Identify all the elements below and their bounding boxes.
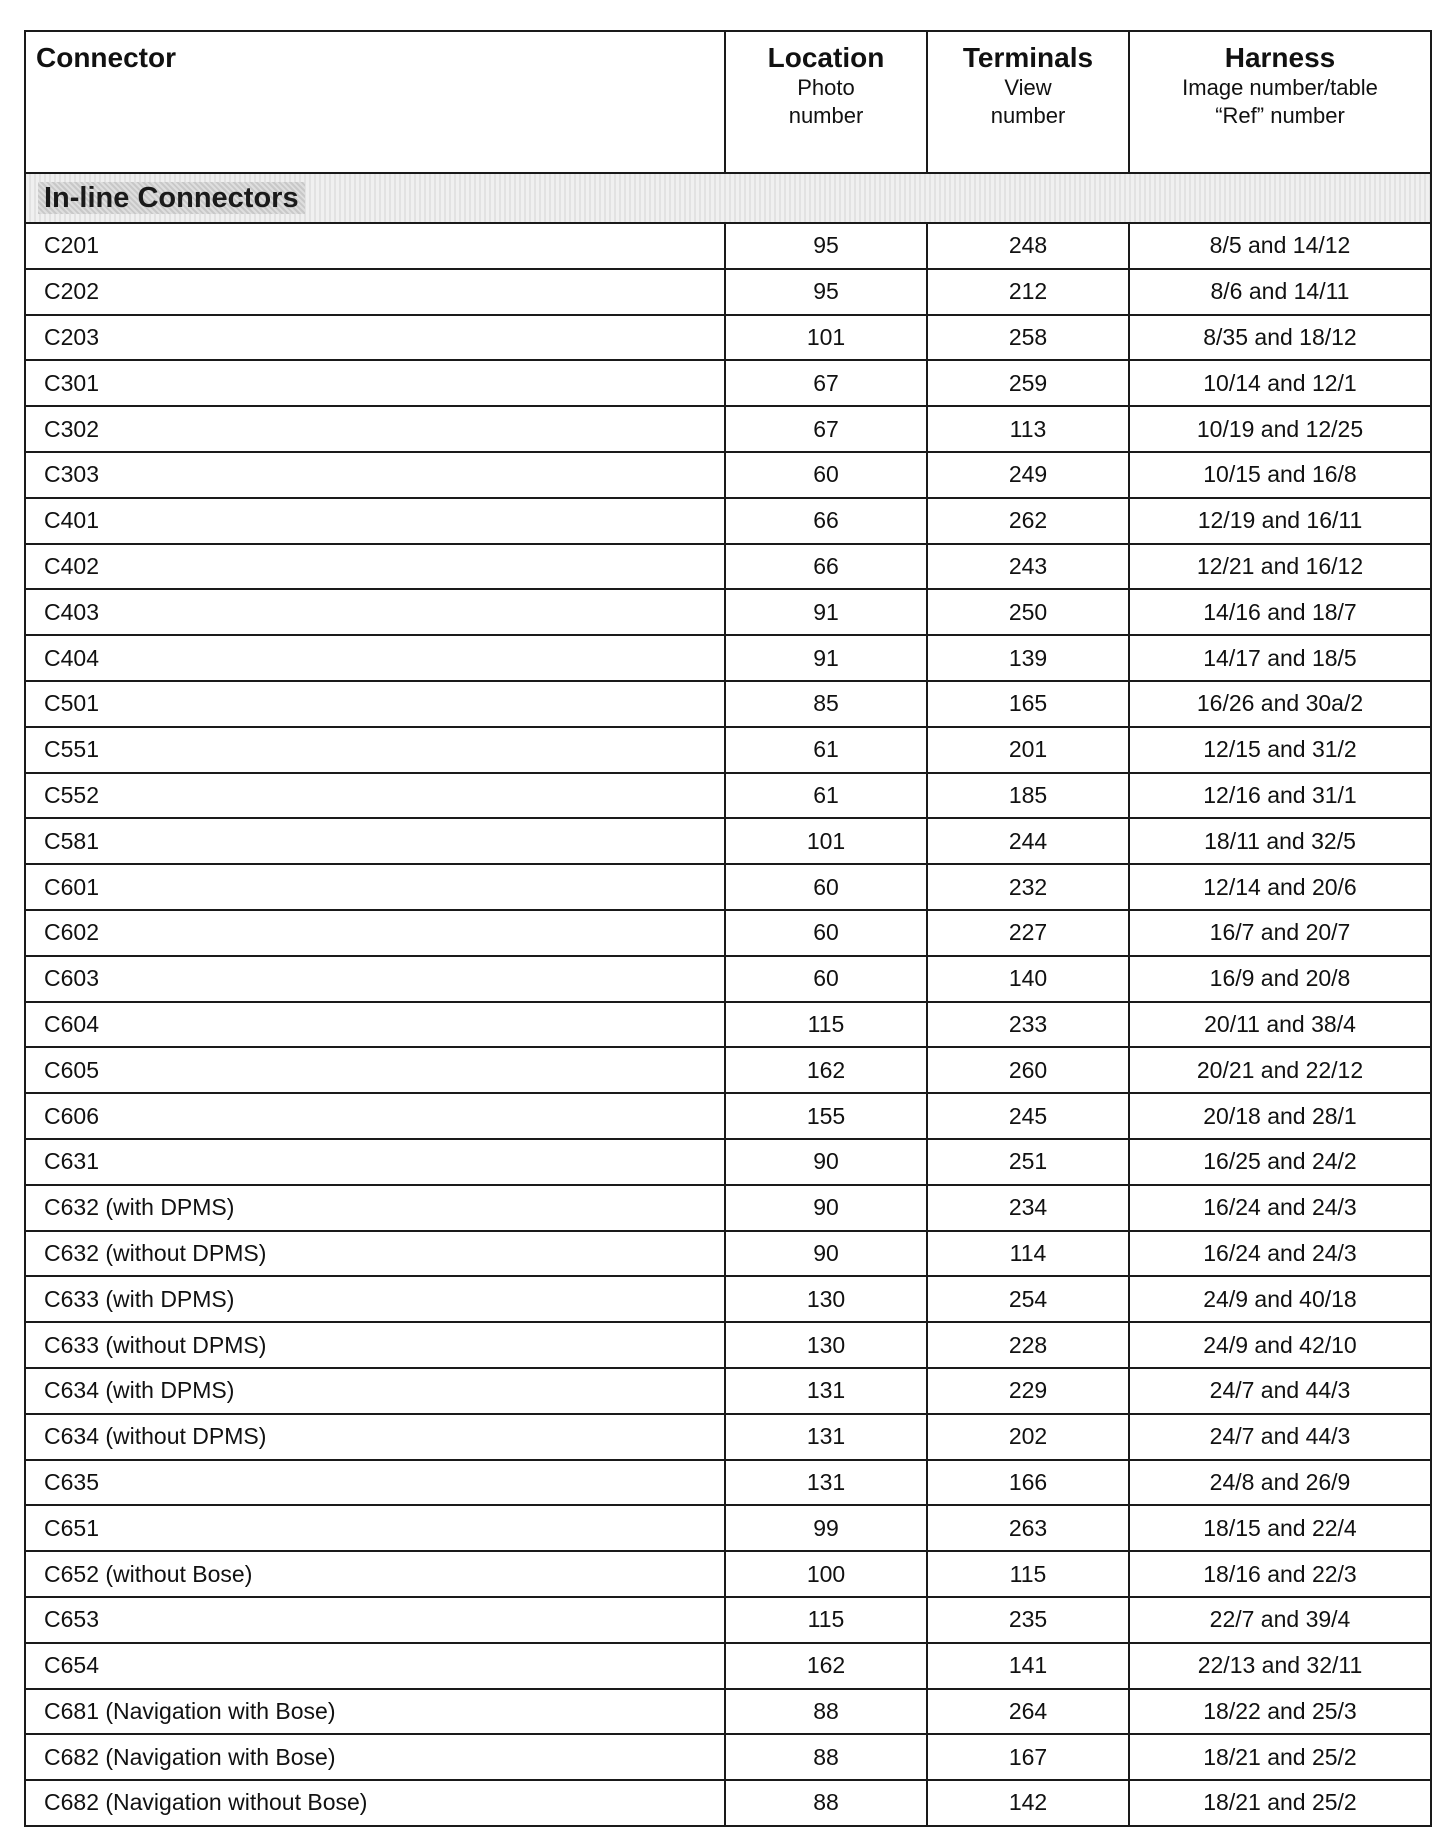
cell-terminals: 115 xyxy=(927,1551,1129,1597)
table-row xyxy=(25,1597,1431,1643)
cell-location: 99 xyxy=(725,1505,927,1551)
cell-terminals: 262 xyxy=(927,498,1129,544)
table-row xyxy=(25,315,1431,361)
table-row xyxy=(25,1276,1431,1322)
cell-terminals: 235 xyxy=(927,1597,1129,1643)
cell-location: 61 xyxy=(725,773,927,819)
header-terminals-title: Terminals xyxy=(962,42,1094,73)
table-row xyxy=(25,956,1431,1002)
cell-harness: 20/21 and 22/12 xyxy=(1129,1047,1431,1093)
cell-location: 85 xyxy=(725,681,927,727)
cell-harness: 16/24 and 24/3 xyxy=(1129,1231,1431,1277)
table-row xyxy=(25,452,1431,498)
cell-harness: 12/21 and 16/12 xyxy=(1129,544,1431,590)
cell-terminals: 254 xyxy=(927,1276,1129,1322)
cell-connector: C681 (Navigation with Bose) xyxy=(25,1689,725,1735)
cell-location: 67 xyxy=(725,406,927,452)
cell-connector: C202 xyxy=(25,269,725,315)
cell-connector: C301 xyxy=(25,360,725,406)
cell-harness: 18/16 and 22/3 xyxy=(1129,1551,1431,1597)
table-row xyxy=(25,1643,1431,1689)
table-row xyxy=(25,1551,1431,1597)
cell-location: 91 xyxy=(725,635,927,681)
cell-terminals: 212 xyxy=(927,269,1129,315)
cell-location: 90 xyxy=(725,1139,927,1185)
cell-harness: 8/6 and 14/11 xyxy=(1129,269,1431,315)
cell-location: 101 xyxy=(725,818,927,864)
cell-terminals: 234 xyxy=(927,1185,1129,1231)
connector-table xyxy=(24,30,1432,1827)
cell-location: 88 xyxy=(725,1689,927,1735)
table-row xyxy=(25,1505,1431,1551)
table-row xyxy=(25,1689,1431,1735)
section-cell xyxy=(25,173,1431,223)
cell-connector: C401 xyxy=(25,498,725,544)
cell-connector: C203 xyxy=(25,315,725,361)
cell-terminals: 232 xyxy=(927,864,1129,910)
cell-location: 60 xyxy=(725,910,927,956)
cell-connector: C654 xyxy=(25,1643,725,1689)
table-row xyxy=(25,223,1431,269)
cell-harness: 24/9 and 42/10 xyxy=(1129,1322,1431,1368)
cell-connector: C631 xyxy=(25,1139,725,1185)
cell-location: 90 xyxy=(725,1185,927,1231)
cell-harness: 8/35 and 18/12 xyxy=(1129,315,1431,361)
cell-harness: 10/15 and 16/8 xyxy=(1129,452,1431,498)
cell-terminals: 233 xyxy=(927,1002,1129,1048)
cell-location: 60 xyxy=(725,864,927,910)
table-row xyxy=(25,1414,1431,1460)
cell-harness: 24/7 and 44/3 xyxy=(1129,1368,1431,1414)
table-row xyxy=(25,773,1431,819)
header-harness-sub1: Image number/table xyxy=(1182,75,1378,100)
cell-connector: C551 xyxy=(25,727,725,773)
cell-connector: C682 (Navigation with Bose) xyxy=(25,1734,725,1780)
table-row xyxy=(25,589,1431,635)
table-row xyxy=(25,681,1431,727)
cell-harness: 12/16 and 31/1 xyxy=(1129,773,1431,819)
cell-harness: 12/19 and 16/11 xyxy=(1129,498,1431,544)
cell-harness: 22/7 and 39/4 xyxy=(1129,1597,1431,1643)
cell-location: 131 xyxy=(725,1368,927,1414)
cell-connector: C404 xyxy=(25,635,725,681)
cell-location: 61 xyxy=(725,727,927,773)
cell-terminals: 245 xyxy=(927,1093,1129,1139)
cell-connector: C402 xyxy=(25,544,725,590)
cell-harness: 16/9 and 20/8 xyxy=(1129,956,1431,1002)
table-row xyxy=(25,1734,1431,1780)
header-harness-title: Harness xyxy=(1224,42,1336,73)
cell-connector: C606 xyxy=(25,1093,725,1139)
table-row xyxy=(25,864,1431,910)
cell-harness: 18/11 and 32/5 xyxy=(1129,818,1431,864)
table-row xyxy=(25,635,1431,681)
cell-harness: 24/8 and 26/9 xyxy=(1129,1460,1431,1506)
table-row xyxy=(25,406,1431,452)
cell-connector: C201 xyxy=(25,223,725,269)
section-label: In-line Connectors xyxy=(38,182,305,214)
cell-location: 91 xyxy=(725,589,927,635)
cell-connector: C604 xyxy=(25,1002,725,1048)
cell-connector: C501 xyxy=(25,681,725,727)
cell-location: 162 xyxy=(725,1047,927,1093)
cell-terminals: 139 xyxy=(927,635,1129,681)
cell-location: 66 xyxy=(725,544,927,590)
cell-terminals: 114 xyxy=(927,1231,1129,1277)
cell-harness: 16/24 and 24/3 xyxy=(1129,1185,1431,1231)
cell-terminals: 250 xyxy=(927,589,1129,635)
header-location-sub1: Photo xyxy=(797,75,855,100)
cell-location: 95 xyxy=(725,223,927,269)
cell-terminals: 166 xyxy=(927,1460,1129,1506)
cell-location: 101 xyxy=(725,315,927,361)
table-row xyxy=(25,269,1431,315)
cell-harness: 14/16 and 18/7 xyxy=(1129,589,1431,635)
cell-connector: C634 (with DPMS) xyxy=(25,1368,725,1414)
header-connector xyxy=(25,31,725,173)
cell-terminals: 227 xyxy=(927,910,1129,956)
cell-terminals: 202 xyxy=(927,1414,1129,1460)
cell-connector: C651 xyxy=(25,1505,725,1551)
cell-harness: 10/14 and 12/1 xyxy=(1129,360,1431,406)
cell-connector: C633 (with DPMS) xyxy=(25,1276,725,1322)
cell-terminals: 142 xyxy=(927,1780,1129,1826)
cell-location: 130 xyxy=(725,1276,927,1322)
cell-terminals: 228 xyxy=(927,1322,1129,1368)
cell-connector: C605 xyxy=(25,1047,725,1093)
cell-connector: C303 xyxy=(25,452,725,498)
cell-location: 90 xyxy=(725,1231,927,1277)
cell-harness: 8/5 and 14/12 xyxy=(1129,223,1431,269)
cell-terminals: 140 xyxy=(927,956,1129,1002)
cell-terminals: 260 xyxy=(927,1047,1129,1093)
cell-terminals: 229 xyxy=(927,1368,1129,1414)
cell-location: 95 xyxy=(725,269,927,315)
cell-location: 60 xyxy=(725,452,927,498)
cell-connector: C682 (Navigation without Bose) xyxy=(25,1780,725,1826)
header-row xyxy=(25,31,1431,173)
cell-location: 131 xyxy=(725,1414,927,1460)
header-location-title: Location xyxy=(767,42,885,73)
cell-terminals: 244 xyxy=(927,818,1129,864)
header-location xyxy=(725,31,927,173)
cell-location: 100 xyxy=(725,1551,927,1597)
table-row xyxy=(25,1185,1431,1231)
cell-harness: 18/22 and 25/3 xyxy=(1129,1689,1431,1735)
cell-connector: C632 (with DPMS) xyxy=(25,1185,725,1231)
cell-harness: 12/14 and 20/6 xyxy=(1129,864,1431,910)
cell-location: 155 xyxy=(725,1093,927,1139)
cell-harness: 16/7 and 20/7 xyxy=(1129,910,1431,956)
cell-terminals: 113 xyxy=(927,406,1129,452)
cell-harness: 24/7 and 44/3 xyxy=(1129,1414,1431,1460)
cell-harness: 16/26 and 30a/2 xyxy=(1129,681,1431,727)
table-row xyxy=(25,1780,1431,1826)
cell-terminals: 251 xyxy=(927,1139,1129,1185)
table-row xyxy=(25,1047,1431,1093)
cell-terminals: 185 xyxy=(927,773,1129,819)
cell-connector: C581 xyxy=(25,818,725,864)
cell-harness: 12/15 and 31/2 xyxy=(1129,727,1431,773)
table-row xyxy=(25,498,1431,544)
cell-terminals: 201 xyxy=(927,727,1129,773)
cell-location: 60 xyxy=(725,956,927,1002)
cell-location: 131 xyxy=(725,1460,927,1506)
cell-harness: 22/13 and 32/11 xyxy=(1129,1643,1431,1689)
section-row xyxy=(25,173,1431,223)
header-location-sub2: number xyxy=(788,103,864,128)
cell-terminals: 259 xyxy=(927,360,1129,406)
cell-harness: 18/21 and 25/2 xyxy=(1129,1780,1431,1826)
table-row xyxy=(25,818,1431,864)
cell-connector: C602 xyxy=(25,910,725,956)
table-row xyxy=(25,1368,1431,1414)
cell-location: 115 xyxy=(725,1002,927,1048)
cell-connector: C652 (without Bose) xyxy=(25,1551,725,1597)
cell-location: 115 xyxy=(725,1597,927,1643)
table-row xyxy=(25,1231,1431,1277)
table-body xyxy=(25,173,1431,1826)
header-harness-sub2: “Ref” number xyxy=(1215,103,1345,128)
cell-terminals: 243 xyxy=(927,544,1129,590)
cell-connector: C302 xyxy=(25,406,725,452)
table-row xyxy=(25,1460,1431,1506)
cell-connector: C403 xyxy=(25,589,725,635)
cell-harness: 24/9 and 40/18 xyxy=(1129,1276,1431,1322)
table-row xyxy=(25,1002,1431,1048)
cell-harness: 20/18 and 28/1 xyxy=(1129,1093,1431,1139)
cell-harness: 10/19 and 12/25 xyxy=(1129,406,1431,452)
cell-harness: 16/25 and 24/2 xyxy=(1129,1139,1431,1185)
table-row xyxy=(25,1322,1431,1368)
cell-terminals: 165 xyxy=(927,681,1129,727)
cell-location: 130 xyxy=(725,1322,927,1368)
cell-terminals: 264 xyxy=(927,1689,1129,1735)
cell-harness: 14/17 and 18/5 xyxy=(1129,635,1431,681)
header-terminals xyxy=(927,31,1129,173)
cell-terminals: 167 xyxy=(927,1734,1129,1780)
cell-terminals: 141 xyxy=(927,1643,1129,1689)
cell-harness: 20/11 and 38/4 xyxy=(1129,1002,1431,1048)
header-terminals-sub2: number xyxy=(990,103,1066,128)
table-row xyxy=(25,1139,1431,1185)
header-terminals-sub1: View xyxy=(1004,75,1052,100)
table-row xyxy=(25,544,1431,590)
table-row xyxy=(25,1093,1431,1139)
header-harness xyxy=(1129,31,1431,173)
cell-location: 66 xyxy=(725,498,927,544)
header-connector-title: Connector xyxy=(36,42,176,73)
cell-connector: C633 (without DPMS) xyxy=(25,1322,725,1368)
cell-connector: C634 (without DPMS) xyxy=(25,1414,725,1460)
table-row xyxy=(25,360,1431,406)
cell-terminals: 263 xyxy=(927,1505,1129,1551)
cell-connector: C601 xyxy=(25,864,725,910)
cell-location: 88 xyxy=(725,1734,927,1780)
cell-connector: C552 xyxy=(25,773,725,819)
cell-connector: C635 xyxy=(25,1460,725,1506)
cell-location: 88 xyxy=(725,1780,927,1826)
cell-location: 67 xyxy=(725,360,927,406)
cell-location: 162 xyxy=(725,1643,927,1689)
cell-terminals: 249 xyxy=(927,452,1129,498)
cell-terminals: 258 xyxy=(927,315,1129,361)
cell-connector: C632 (without DPMS) xyxy=(25,1231,725,1277)
cell-harness: 18/21 and 25/2 xyxy=(1129,1734,1431,1780)
cell-connector: C603 xyxy=(25,956,725,1002)
cell-terminals: 248 xyxy=(927,223,1129,269)
table-row xyxy=(25,727,1431,773)
cell-harness: 18/15 and 22/4 xyxy=(1129,1505,1431,1551)
table-row xyxy=(25,910,1431,956)
cell-connector: C653 xyxy=(25,1597,725,1643)
